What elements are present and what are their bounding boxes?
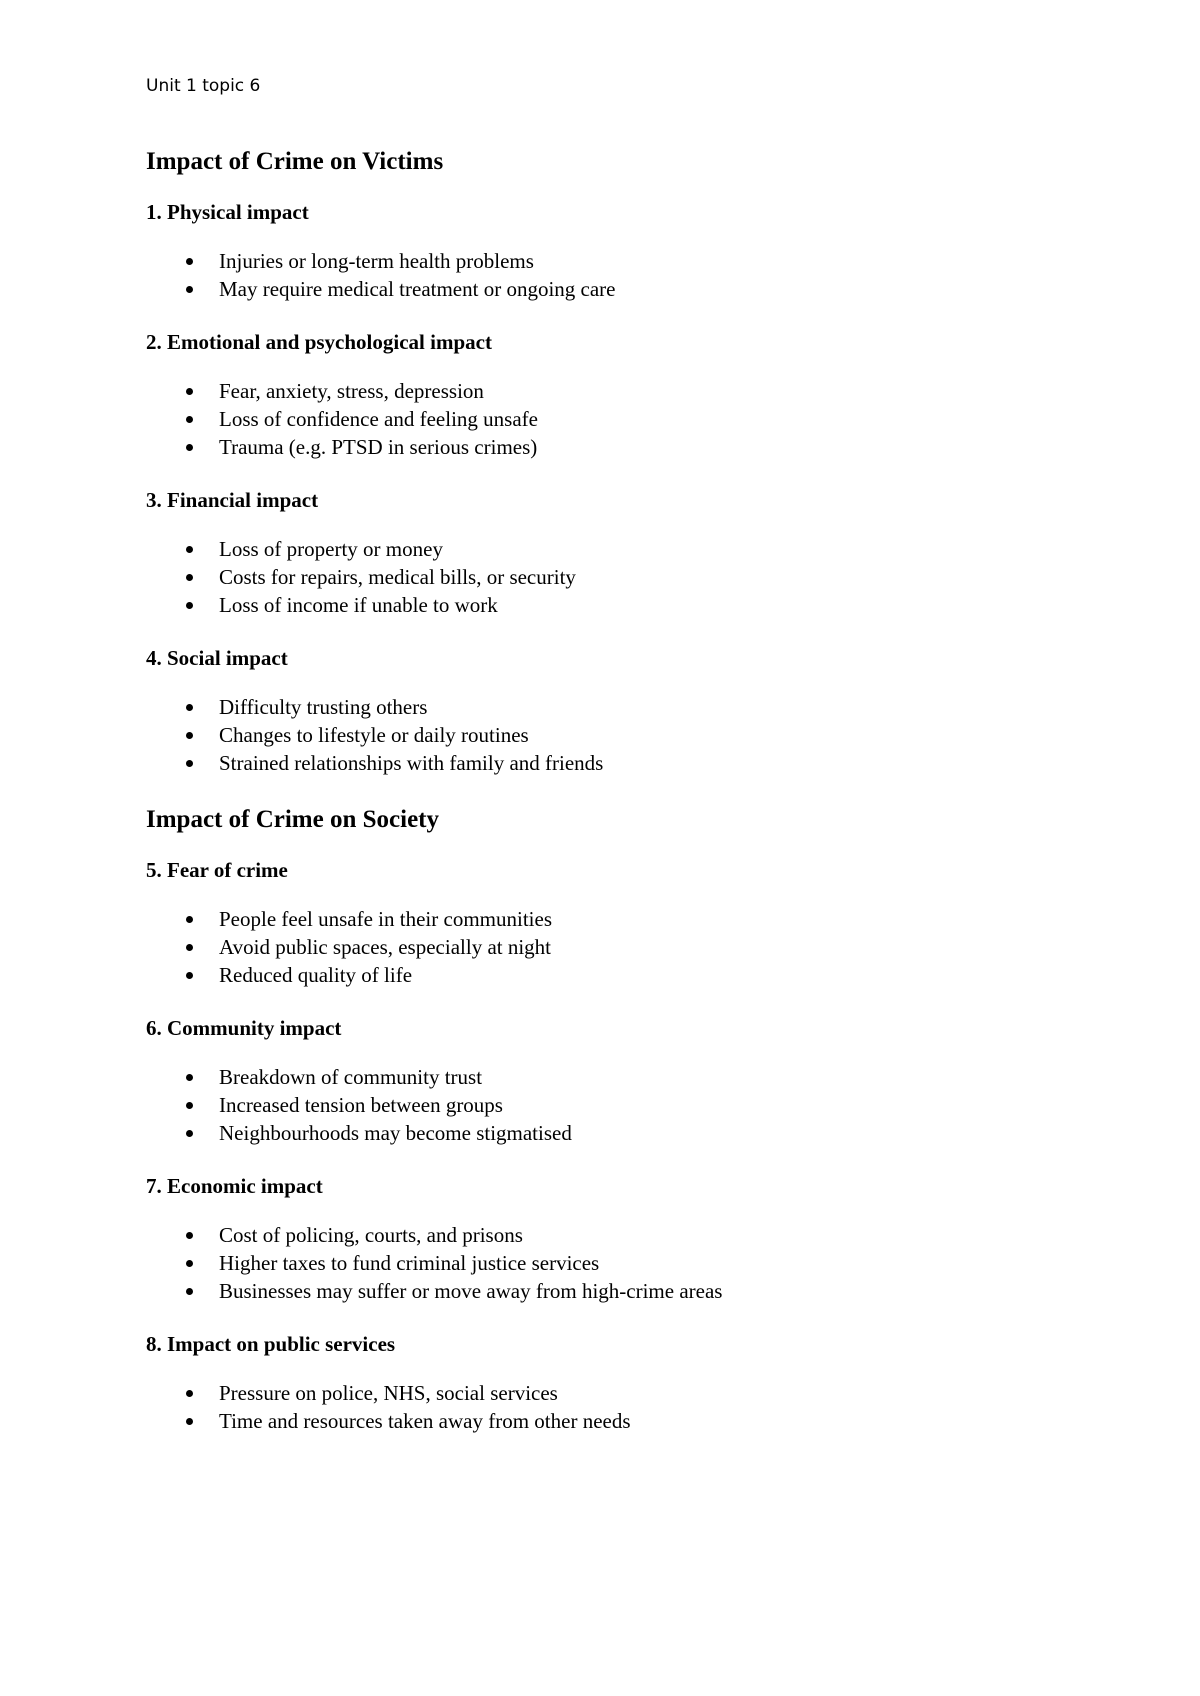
bullet-list [146, 693, 1106, 777]
bullet-icon [186, 574, 193, 581]
list-item-text: Reduced quality of life [219, 963, 413, 987]
bullet-icon [186, 1102, 193, 1109]
section-heading: 6. Community impact [146, 1016, 342, 1040]
bullet-icon [186, 1260, 193, 1267]
bullet-icon [186, 1074, 193, 1081]
list-item-text: Loss of property or money [219, 537, 443, 561]
bullet-icon [186, 1288, 193, 1295]
section-heading: 2. Emotional and psychological impact [146, 330, 492, 354]
list-item-text: Difficulty trusting others [219, 695, 428, 719]
list-item-text: Pressure on police, NHS, social services [219, 1381, 558, 1405]
bullet-icon [186, 546, 193, 553]
list-item-text: Higher taxes to fund criminal justice services [219, 1251, 600, 1275]
bullet-list [146, 535, 1106, 619]
heading-victims: Impact of Crime on Victims [146, 148, 444, 175]
list-item-text: Cost of policing, courts, and prisons [219, 1223, 523, 1247]
list-item-text: Trauma (e.g. PTSD in serious crimes) [219, 435, 538, 459]
bullet-icon [186, 944, 193, 951]
list-item [146, 961, 1106, 989]
bullet-icon [186, 602, 193, 609]
bullet-icon [186, 760, 193, 767]
list-item-text: Injuries or long-term health problems [219, 249, 534, 273]
bullet-list [146, 1379, 1106, 1435]
list-item [146, 1277, 1106, 1305]
section-heading: 3. Financial impact [146, 488, 319, 512]
list-item-text: Costs for repairs, medical bills, or security [219, 565, 576, 589]
bullet-icon [186, 916, 193, 923]
victims-sections [146, 198, 1106, 777]
heading-society: Impact of Crime on Society [146, 806, 439, 833]
list-item [146, 749, 1106, 777]
bullet-list [146, 1221, 1106, 1305]
list-item [146, 721, 1106, 749]
bullet-list [146, 247, 1106, 303]
list-item [146, 1221, 1106, 1249]
list-item-text: Increased tension between groups [219, 1093, 503, 1117]
bullet-icon [186, 1130, 193, 1137]
list-item-text: Strained relationships with family and friends [219, 751, 604, 775]
list-item [146, 905, 1106, 933]
bullet-icon [186, 972, 193, 979]
list-item [146, 1119, 1106, 1147]
list-item [146, 1063, 1106, 1091]
list-item [146, 563, 1106, 591]
bullet-icon [186, 258, 193, 265]
section-heading: 8. Impact on public services [146, 1332, 396, 1356]
list-item-text: Changes to lifestyle or daily routines [219, 723, 529, 747]
list-item [146, 933, 1106, 961]
section-heading: 4. Social impact [146, 646, 288, 670]
list-item-text: Neighbourhoods may become stigmatised [219, 1121, 572, 1145]
list-item-text: May require medical treatment or ongoing care [219, 277, 616, 301]
list-item [146, 405, 1106, 433]
bullet-icon [186, 416, 193, 423]
list-item-text: Avoid public spaces, especially at night [219, 935, 552, 959]
list-item-text: Loss of income if unable to work [219, 593, 498, 617]
bullet-icon [186, 1232, 193, 1239]
list-item [146, 1091, 1106, 1119]
bullet-icon [186, 1418, 193, 1425]
bullet-icon [186, 1390, 193, 1397]
bullet-list [146, 377, 1106, 461]
list-item-text: Fear, anxiety, stress, depression [219, 379, 484, 403]
list-item [146, 377, 1106, 405]
list-item [146, 535, 1106, 563]
section-heading: 7. Economic impact [146, 1174, 323, 1198]
society-sections [146, 856, 1106, 1435]
bullet-list [146, 905, 1106, 989]
list-item [146, 1379, 1106, 1407]
list-item [146, 1249, 1106, 1277]
list-item [146, 693, 1106, 721]
list-item [146, 1407, 1106, 1435]
document-body [146, 144, 1106, 1460]
list-item-text: Time and resources taken away from other needs [219, 1409, 631, 1433]
list-item-text: People feel unsafe in their communities [219, 907, 552, 931]
section-heading: 5. Fear of crime [146, 858, 288, 882]
bullet-icon [186, 388, 193, 395]
bullet-icon [186, 704, 193, 711]
bullet-list [146, 1063, 1106, 1147]
list-item [146, 433, 1106, 461]
list-item [146, 247, 1106, 275]
list-item-text: Loss of confidence and feeling unsafe [219, 407, 538, 431]
bullet-icon [186, 732, 193, 739]
list-item [146, 591, 1106, 619]
list-item [146, 275, 1106, 303]
page-header: Unit 1 topic 6 [146, 76, 261, 96]
list-item-text: Businesses may suffer or move away from high-crime areas [219, 1279, 723, 1303]
section-heading: 1. Physical impact [146, 200, 309, 224]
bullet-icon [186, 444, 193, 451]
bullet-icon [186, 286, 193, 293]
list-item-text: Breakdown of community trust [219, 1065, 483, 1089]
